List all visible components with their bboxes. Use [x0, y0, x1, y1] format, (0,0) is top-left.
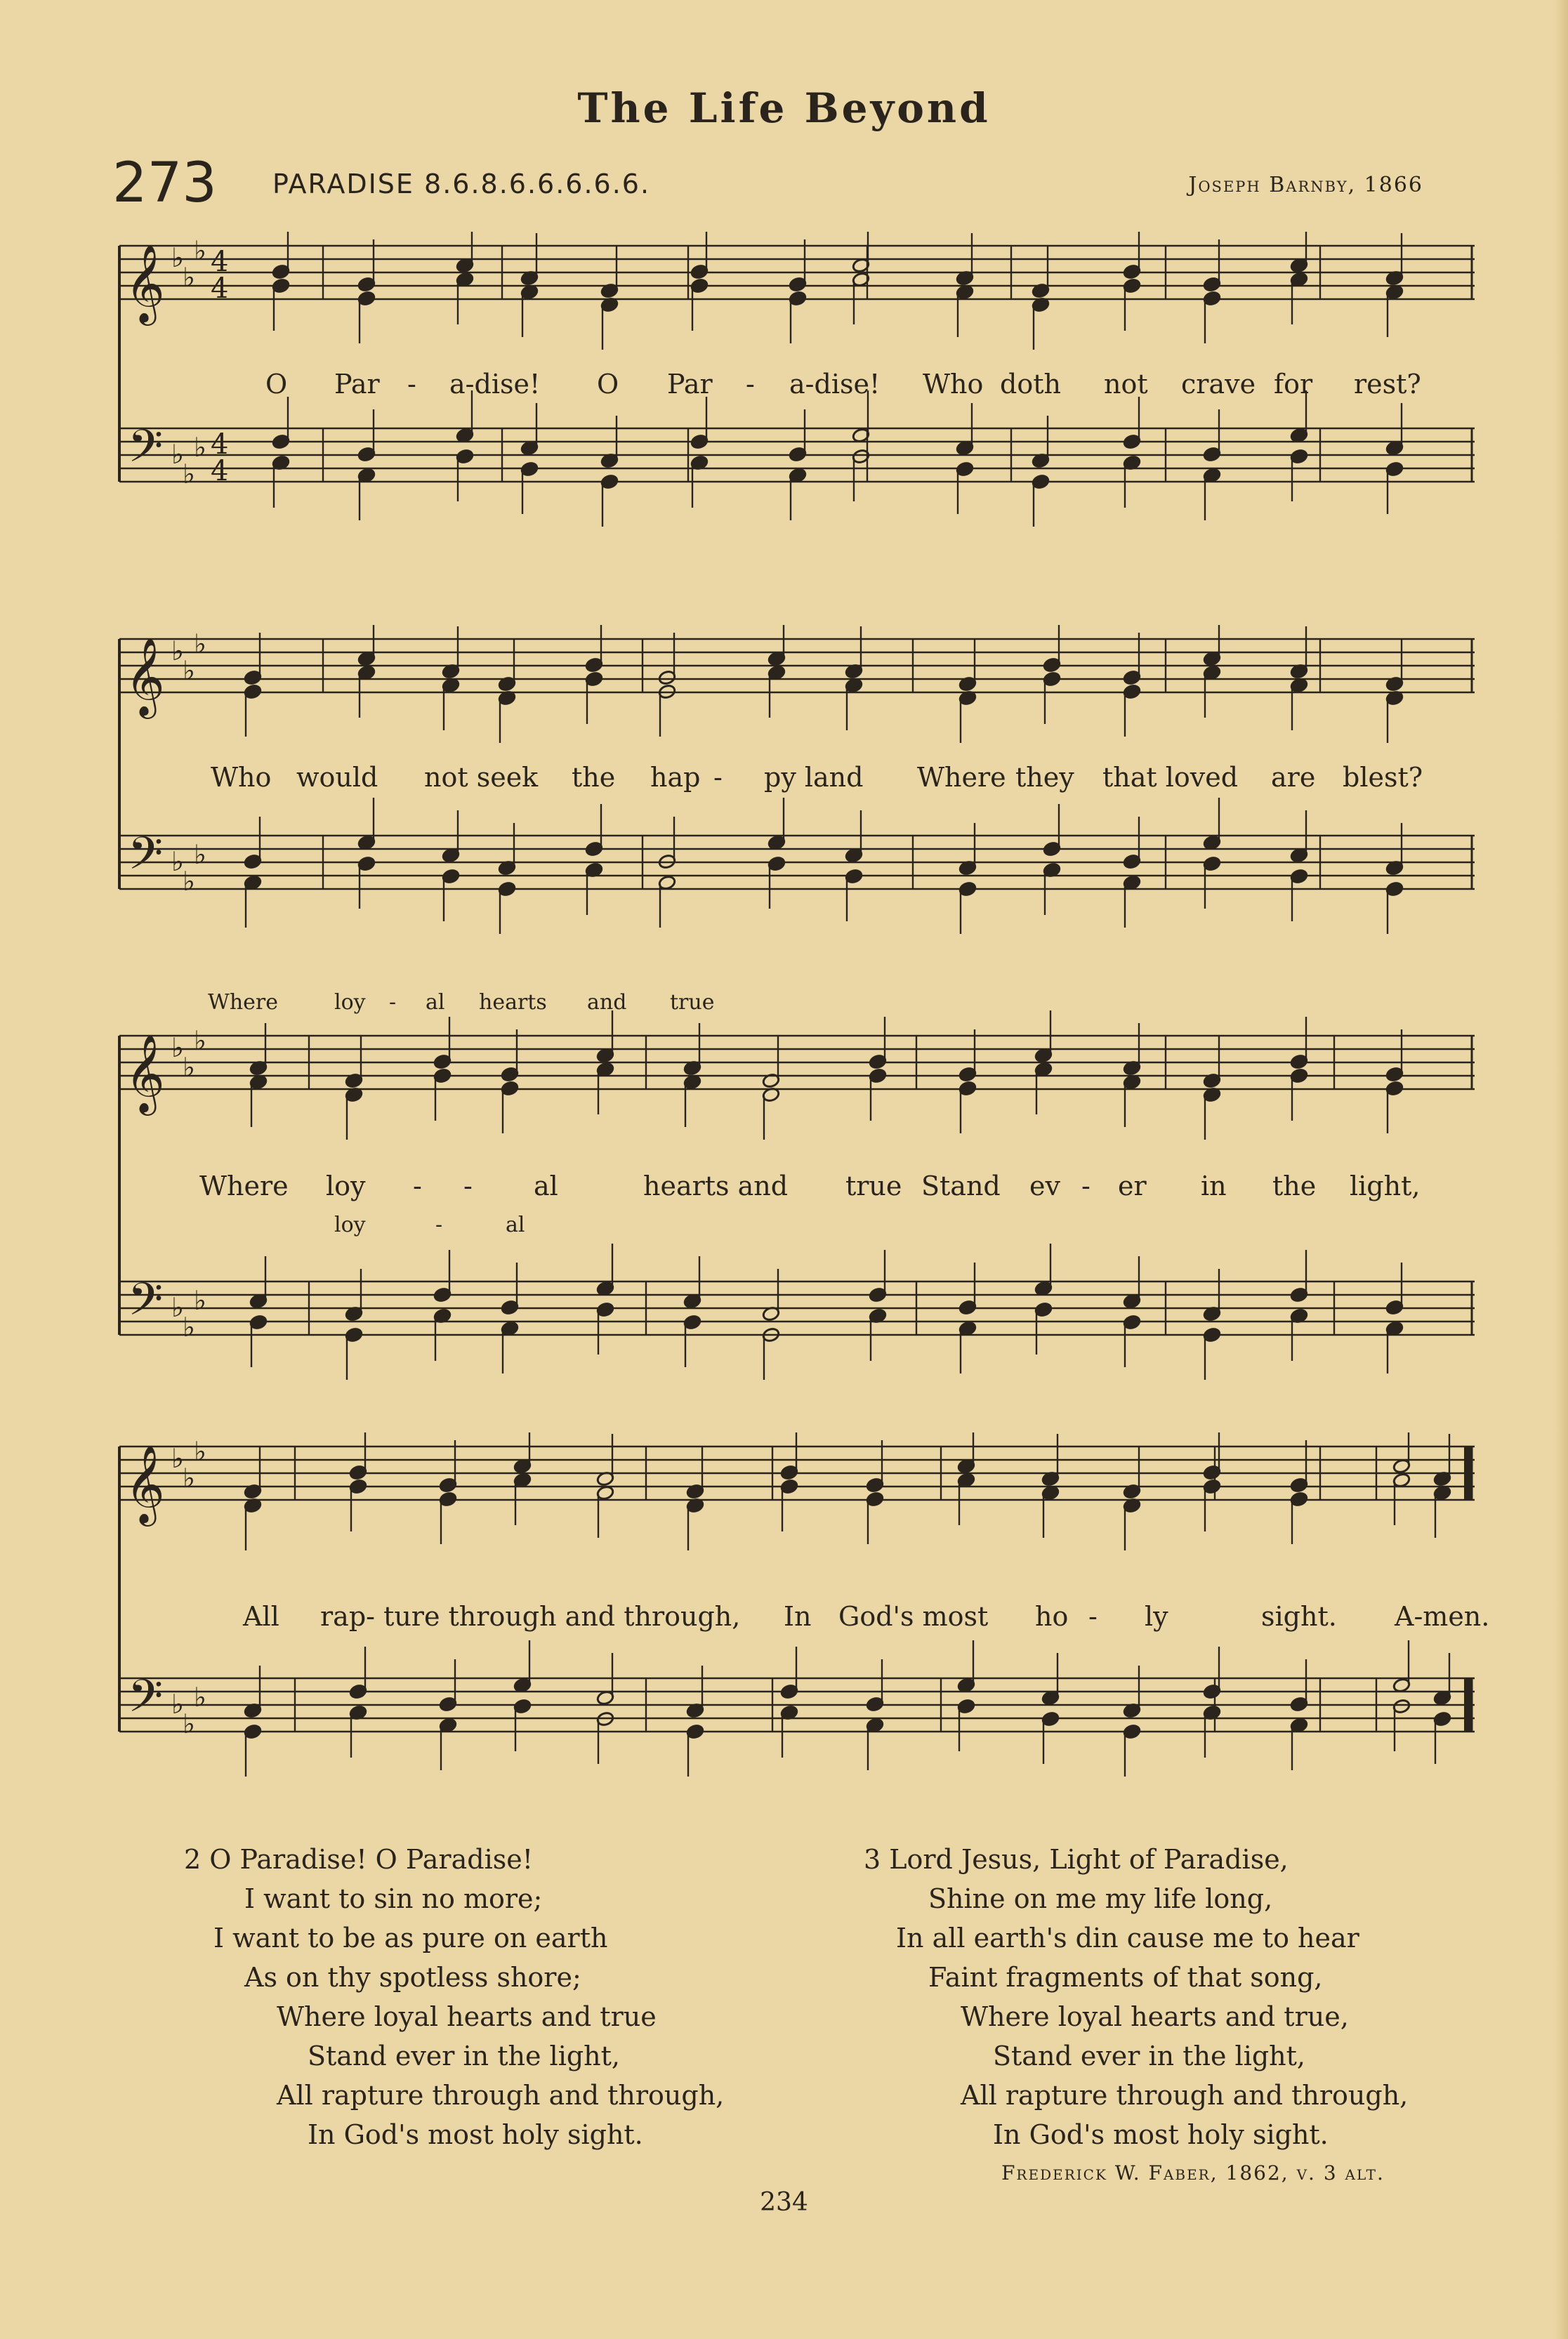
- lyric-syllable: ly: [1145, 1601, 1168, 1632]
- lyric-syllable: Who: [211, 762, 272, 793]
- verse-number: 2: [184, 1844, 202, 1875]
- flat-sign: ♭: [194, 235, 206, 266]
- final-barline: [1464, 1678, 1473, 1732]
- flat-sign: ♭: [171, 439, 184, 470]
- lyric-syllable: Stand: [921, 1171, 1001, 1201]
- music-system-2: [112, 625, 1477, 948]
- small-lyric: al: [426, 990, 445, 1015]
- bass-clef: 𝄢: [128, 421, 164, 484]
- composer-credit: Joseph Barnby, 1866: [1188, 173, 1423, 197]
- music-system-4: [112, 1432, 1490, 1784]
- verse-line: In all earth's din cause me to hear: [896, 1923, 1359, 1953]
- verse-line: Lord Jesus, Light of Paradise,: [889, 1844, 1289, 1875]
- lyric-syllable: -: [413, 1171, 422, 1201]
- lyric-syllable: they: [1015, 762, 1074, 793]
- flat-sign: ♭: [171, 1689, 184, 1720]
- lyric-syllable: God's most: [838, 1601, 989, 1632]
- flat-sign: ♭: [194, 1682, 206, 1713]
- lyric-syllable: -: [746, 369, 755, 400]
- lyric-syllable: hap: [650, 762, 701, 793]
- lyric-syllable: light,: [1350, 1171, 1421, 1201]
- lyric-syllable: A-men.: [1395, 1601, 1490, 1632]
- lyric-syllable: er: [1118, 1171, 1147, 1201]
- lyric-syllable: Par: [667, 369, 713, 400]
- verse-line: I want to sin no more;: [244, 1883, 543, 1914]
- lyric-syllable: the: [1272, 1171, 1317, 1201]
- flat-sign: ♭: [183, 655, 195, 686]
- lyrics-row-2: [112, 762, 1477, 797]
- flat-sign: ♭: [171, 1292, 184, 1323]
- lyric-syllable: O: [597, 369, 619, 400]
- lyric-syllable: Where: [917, 762, 1006, 793]
- verse-line: O Paradise! O Paradise!: [209, 1844, 533, 1875]
- time-signature: 4: [211, 272, 229, 305]
- flat-sign: ♭: [183, 866, 195, 897]
- lyric-syllable: for: [1274, 369, 1313, 400]
- verse-line: In God's most holy sight.: [993, 2119, 1329, 2150]
- lyric-syllable: the: [572, 762, 616, 793]
- lyric-syllable: a-dise!: [789, 369, 881, 400]
- tune-name: PARADISE 8.6.8.6.6.6.6.6.: [272, 169, 651, 199]
- verse-line: Stand ever in the light,: [308, 2041, 620, 2071]
- small-lyric: loy: [334, 1213, 366, 1237]
- lyric-syllable: -: [1081, 1171, 1091, 1201]
- verse-line: Where loyal hearts and true,: [961, 2001, 1349, 2032]
- small-lyric: hearts: [479, 990, 547, 1015]
- verse-line: All rapture through and through,: [961, 2080, 1409, 2111]
- lyric-syllable: -: [463, 1171, 473, 1201]
- flat-sign: ♭: [194, 1025, 206, 1056]
- treble-clef: 𝄞: [125, 637, 165, 716]
- verse-2: [184, 1840, 724, 2154]
- lyric-syllable: Who: [923, 369, 984, 400]
- lyric-syllable: sight.: [1261, 1601, 1337, 1632]
- section-title: The Life Beyond: [577, 84, 991, 132]
- verse-3: [864, 1840, 1408, 2154]
- lyric-syllable: All: [243, 1601, 279, 1632]
- small-lyric: and: [587, 990, 627, 1015]
- page-number: 234: [760, 2188, 808, 2217]
- flat-sign: ♭: [171, 1443, 184, 1474]
- verse-line: Where loyal hearts and true: [277, 2001, 657, 2032]
- lyric-syllable: hearts and: [643, 1171, 789, 1201]
- lyric-syllable: Par: [334, 369, 380, 400]
- flat-sign: ♭: [183, 1052, 195, 1083]
- lyric-syllable: true: [845, 1171, 902, 1201]
- flat-sign: ♭: [194, 839, 206, 870]
- verses: [0, 1840, 1568, 2170]
- bass-clef: 𝄢: [128, 1671, 164, 1734]
- music-system-1: [112, 232, 1477, 541]
- treble-clef: 𝄞: [125, 1444, 165, 1523]
- flat-sign: ♭: [194, 628, 206, 659]
- verse-line: Shine on me my life long,: [928, 1883, 1273, 1914]
- lyric-syllable: ev: [1029, 1171, 1060, 1201]
- verse-line: As on thy spotless shore;: [244, 1962, 581, 1993]
- lyric-syllable: py land: [764, 762, 864, 793]
- bass-clef: 𝄢: [128, 828, 164, 891]
- flat-sign: ♭: [171, 242, 184, 273]
- lyric-syllable: would: [296, 762, 378, 793]
- flat-sign: ♭: [194, 1285, 206, 1316]
- final-barline: [1464, 1447, 1473, 1500]
- small-lyric: al: [506, 1213, 525, 1237]
- verse-line: Stand ever in the light,: [993, 2041, 1305, 2071]
- time-signature: 4: [211, 428, 229, 461]
- lyric-syllable: that loved: [1102, 762, 1239, 793]
- lyric-syllable: doth: [1000, 369, 1061, 400]
- lyric-syllable: loy: [326, 1171, 366, 1201]
- flat-sign: ♭: [183, 1708, 195, 1739]
- flat-sign: ♭: [171, 635, 184, 666]
- verse-line: I want to be as pure on earth: [213, 1923, 608, 1953]
- hymn-number: 273: [112, 152, 217, 215]
- treble-clef: 𝄞: [125, 244, 165, 322]
- flat-sign: ♭: [194, 432, 206, 463]
- lyric-syllable: ho: [1035, 1601, 1069, 1632]
- lyric-syllable: are: [1271, 762, 1316, 793]
- verse-number: 3: [864, 1844, 881, 1875]
- small-lyric: loy: [334, 990, 366, 1015]
- lyric-syllable: not seek: [424, 762, 539, 793]
- flat-sign: ♭: [183, 459, 195, 489]
- treble-clef: 𝄞: [125, 1034, 165, 1112]
- lyric-syllable: al: [534, 1171, 558, 1201]
- lyrics-row-3: [112, 1171, 1477, 1206]
- flat-sign: ♭: [171, 1032, 184, 1063]
- text-credit: Frederick W. Faber, 1862, v. 3 alt.: [1001, 2161, 1385, 2185]
- small-lyric: Where: [208, 990, 279, 1015]
- flat-sign: ♭: [183, 262, 195, 293]
- flat-sign: ♭: [194, 1436, 206, 1467]
- lyric-syllable: rest?: [1354, 369, 1421, 400]
- lyric-syllable: blest?: [1343, 762, 1423, 793]
- lyric-syllable: -: [407, 369, 416, 400]
- verse-line: All rapture through and through,: [277, 2080, 725, 2111]
- flat-sign: ♭: [183, 1312, 195, 1343]
- time-signature: 4: [211, 455, 229, 487]
- lyric-syllable: -: [713, 762, 723, 793]
- music-system-3: [112, 987, 1477, 1387]
- lyric-syllable: Where: [199, 1171, 289, 1201]
- time-signature: 4: [211, 246, 229, 278]
- lyric-syllable: -: [1088, 1601, 1098, 1632]
- flat-sign: ♭: [183, 1463, 195, 1494]
- lyric-syllable: rap- ture through and through,: [320, 1601, 741, 1632]
- small-lyric: -: [435, 1213, 443, 1237]
- bass-clef: 𝄢: [128, 1274, 164, 1337]
- small-lyric: -: [389, 990, 397, 1015]
- verse-line: In God's most holy sight.: [308, 2119, 643, 2150]
- flat-sign: ♭: [171, 846, 184, 877]
- lyric-syllable: in: [1201, 1171, 1227, 1201]
- lyric-syllable: not: [1104, 369, 1148, 400]
- lyric-syllable: O: [265, 369, 288, 400]
- lyric-syllable: crave: [1181, 369, 1256, 400]
- lyrics-row-4: [112, 1601, 1490, 1636]
- lyrics-row-1: [112, 369, 1477, 404]
- lyric-syllable: In: [784, 1601, 812, 1632]
- lyric-syllable: a-dise!: [449, 369, 541, 400]
- small-lyric: true: [670, 990, 715, 1015]
- verse-line: Faint fragments of that song,: [928, 1962, 1323, 1993]
